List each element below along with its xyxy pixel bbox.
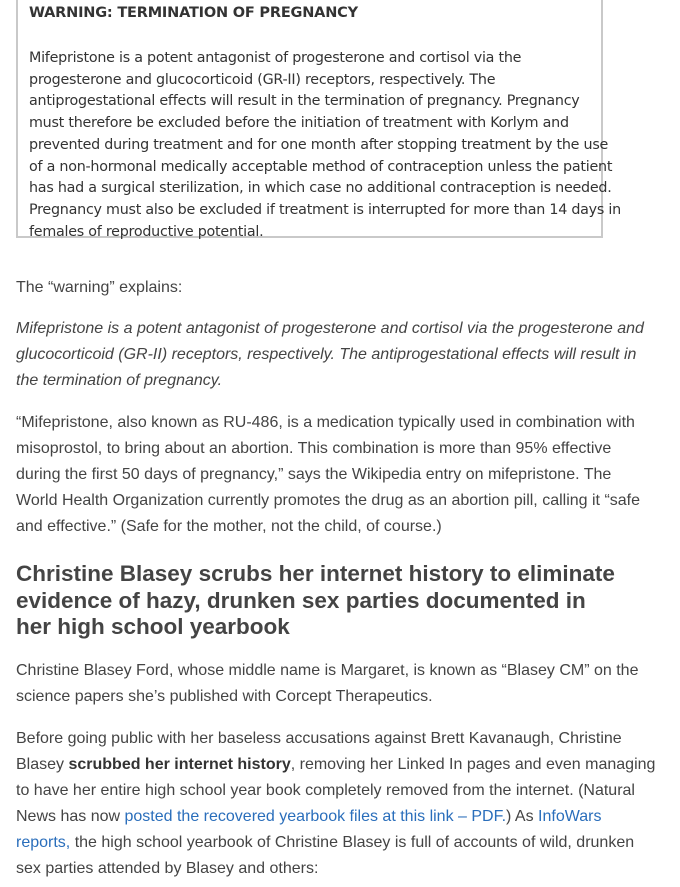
intro-text: The “warning” explains:	[16, 279, 183, 296]
warning-text	[29, 48, 621, 243]
scrub-line	[16, 830, 655, 856]
ford-paragraph	[16, 658, 638, 710]
infowars-reports-link[interactable]: reports,	[16, 834, 71, 851]
scrub-bold-text: scrubbed her internet history	[68, 756, 291, 773]
warning-line: Mifepristone is a potent antagonist of progesterone and cortisol via the	[29, 50, 522, 66]
scrub-paragraph	[16, 726, 655, 882]
warning-line: has had a surgical sterilization, in which case no additional contraception is needed.	[29, 180, 612, 197]
scrub-text: Blasey	[16, 756, 69, 773]
intro-paragraph	[16, 275, 182, 301]
warning-box	[16, 0, 621, 240]
warning-line: Pregnancy must also be excluded if treatment is interrupted for more than 14 days in	[29, 201, 621, 218]
headline-line: her high school yearbook	[16, 614, 290, 639]
warning-line: of a non-hormonal medically acceptable method of contraception unless the patient	[29, 158, 613, 175]
wiki-line: “Mifepristone, also known as RU-486, is a medication typically used in combination with	[16, 414, 635, 431]
scrub-line: sex parties attended by Blasey and others:	[16, 860, 319, 877]
yearbook-pdf-link[interactable]: posted the recovered yearbook files at this link – PDF.	[124, 808, 507, 825]
scrub-line: to have her entire high school year book completely removed from the internet. (Natural	[16, 782, 635, 799]
warning-line: antiprogestational effects will result in the termination of pregnancy. Pregnancy	[29, 93, 580, 110]
wiki-line: and effective.” (Safe for the mother, not the child, of course.)	[16, 518, 442, 535]
headline-line: Christine Blasey scrubs her internet history to eliminate	[16, 561, 615, 586]
scrub-text: ) As	[506, 808, 539, 825]
scrub-line: Before going public with her baseless accusations against Brett Kavanaugh, Christine	[16, 730, 622, 747]
scrub-text: News has now	[16, 808, 125, 825]
quote-line: the termination of pregnancy.	[16, 372, 223, 389]
wiki-paragraph	[16, 410, 640, 540]
quote-line: Mifepristone is a potent antagonist of progesterone and cortisol via the progesterone and	[16, 320, 644, 337]
scrub-line	[16, 752, 655, 778]
ford-line: Christine Blasey Ford, whose middle name is Margaret, is known as “Blasey CM” on the	[16, 662, 639, 679]
warning-line: prevented during treatment and for one month after stopping treatment by the use	[29, 136, 609, 153]
quote-line: glucocorticoid (GR-II) receptors, respectively. The antiprogestational effects will result in	[16, 346, 637, 363]
headline-line: evidence of hazy, drunken sex parties documented in	[16, 587, 586, 613]
wiki-line: during the first 50 days of pregnancy,” says the Wikipedia entry on mifepristone. The	[16, 466, 612, 483]
warning-title: WARNING: TERMINATION OF PREGNANCY	[29, 5, 358, 21]
wiki-line: World Health Organization currently promotes the drug as an abortion pill, calling it “safe	[16, 492, 641, 509]
warning-line: females of reproductive potential.	[29, 223, 264, 240]
infowars-link[interactable]: InfoWars	[538, 808, 602, 825]
warning-line: progesterone and glucocorticoid (GR-II) receptors, respectively. The	[29, 71, 496, 88]
article-headline	[16, 561, 615, 641]
scrub-text: , removing her Linked In pages and even managing	[290, 756, 656, 773]
scrub-text: the high school yearbook of Christine Blasey is full of accounts of wild, drunken	[70, 834, 635, 851]
quote-paragraph	[16, 316, 644, 394]
warning-line: must therefore be excluded before the initiation of treatment with Korlym and	[29, 115, 569, 132]
wiki-line: misoprostol, to bring about an abortion. This combination is more than 95% effective	[16, 440, 612, 457]
ford-line: science papers she’s published with Corcept Therapeutics.	[16, 688, 433, 705]
scrub-line	[16, 804, 655, 830]
